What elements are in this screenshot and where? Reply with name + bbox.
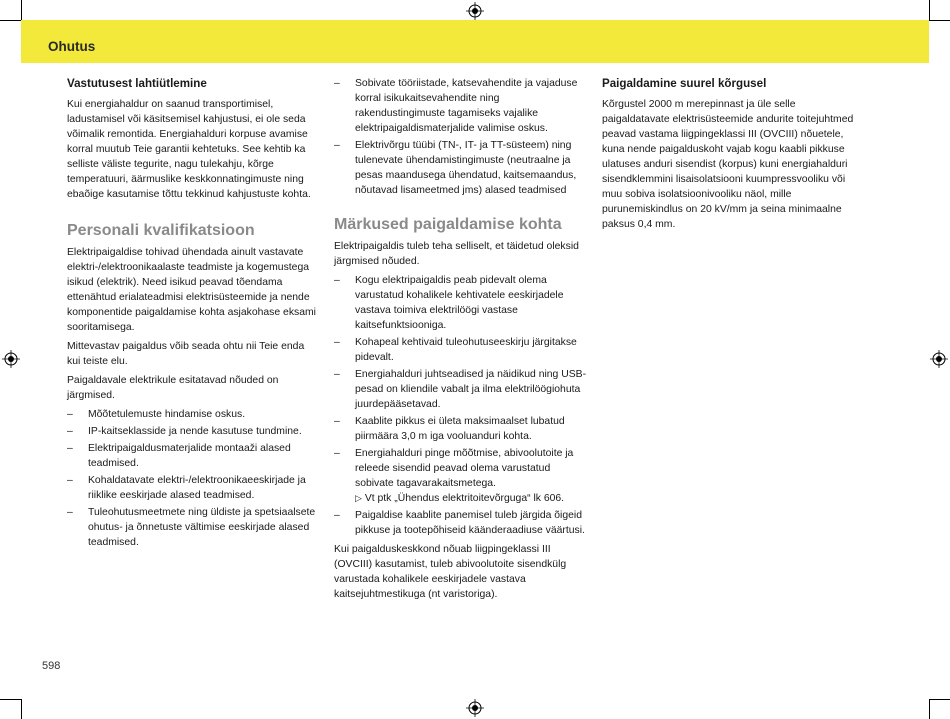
list-item: – Paigaldise kaablite panemisel tuleb järgida õigeid pikkuse ja tootepõhiseid käänderaadiuse väärtusi. (334, 508, 587, 538)
cross-reference-text: Vt ptk „Ühendus elektritoitevõrguga“ lk 606. (364, 493, 565, 504)
paragraph-qualification-2: Mittevastav paigaldus võib seada ohtu nii Teie enda kui teiste elu. (67, 341, 305, 367)
header-band (21, 20, 929, 63)
list-item: – Mõõtetulemuste hindamise oskus. (67, 407, 319, 422)
crop-mark (929, 699, 950, 700)
crop-mark (929, 20, 950, 21)
paragraph-responsibility: Kui energiahaldur on saanud transportimisel, ladustamisel või käsitsemisel kahjustusi, ei ole seda võimalik remontida. Energiahalduri korpuse avamise korral muutub Teie garantii kehtetuks. See kehtib ka selliste väliste tegurite, nagu tulekahju, kõrge temperatuuri, äärmuslike keskkonnatingimuste ning ebaõige kasutamise tõttu tekkinud kahjustuste kohta. (67, 99, 311, 200)
list-item: – Kohapeal kehtivaid tuleohutuseeskirju järgitakse pidevalt. (334, 335, 587, 365)
list-item: – Elektrivõrgu tüübi (TN-, IT- ja TT-süsteem) ning tulenevate ühendamistingimuste (neutraalne ja pesas maandusega ühendatud, kaitsemaandus, nõutavad lisameetmed jms) alased teadmised (334, 138, 587, 198)
list-item: – Kogu elektripaigaldis peab pidevalt olema varustatud kohalikele kehtivatele eeskirjadele vastava toimiva elektrilöögi vastase kaitsefunktsiooniga. (334, 273, 587, 333)
list-item (334, 446, 587, 506)
crop-mark (929, 0, 930, 20)
list-item: – IP-kaitseklasside ja nende kasutuse tundmine. (67, 424, 319, 439)
list-item: – Energiahalduri juhtseadised ja näidikud ning USB-pesad on kliendile vabalt ja ilma elektrilöögiohuta juurdepääsetavad. (334, 367, 587, 412)
list-item-text: Energiahalduri pinge mõõtmise, abivoolutoite ja releede sisendid peavad olema varustatud sobivate tagavarakaitsmetega. (355, 448, 574, 489)
crop-mark (21, 699, 22, 719)
paragraph-qualification-3: Paigaldavale elektrikule esitatavad nõuded on järgmised. (67, 375, 279, 401)
paragraph-installation-notes: Elektripaigaldis tuleb teha selliselt, et täidetud oleksid järgmised nõuded. (334, 241, 579, 267)
registration-mark-icon (466, 699, 484, 717)
heading-altitude: Paigaldamine suurel kõrgusel (602, 77, 767, 90)
requirements-list (67, 407, 319, 550)
list-item: – Kaablite pikkus ei ületa maksimaalset lubatud piirmäära 3,0 m iga vooluanduri kohta. (334, 414, 587, 444)
paragraph-qualification-1: Elektripaigaldise tohivad ühendada ainult vastavate elektri-/elektroonikaalaste teadmiste ja kogemustega isikud (elektrik). Need isikud peavad tõendama ettenähtud erialateadmisi elektrisüsteemide ja nende komponentide paigaldamise kohta asjakohase eksami sooritamisega. (67, 247, 316, 333)
heading-installation-notes: Märkused paigaldamise kohta (334, 216, 562, 233)
registration-mark-icon (930, 350, 948, 368)
crop-mark (21, 0, 22, 20)
crop-mark (0, 20, 21, 21)
requirements-list-continued (334, 76, 587, 198)
installation-notes-list (334, 273, 587, 538)
registration-mark-icon (466, 2, 484, 20)
arrow-right-icon: ▷ (355, 493, 362, 503)
cross-reference[interactable] (355, 491, 587, 506)
registration-mark-icon (2, 350, 20, 368)
page-number: 598 (42, 660, 61, 672)
column-left (67, 76, 319, 554)
paragraph-altitude: Kõrgustel 2000 m merepinnast ja üle selle paigaldatavate elektrisüsteemide andurite toitejuhtmed peavad vastama liigpingeklassi III (OVCIII) nõuetele, kuna nende paigalduskoht vajab kogu kaabli pikkuse ulatuses anduri sisendist (korpus) kuni energiahalduri sisendklemmini lisaisolatsiooni kuumpressvooliku või muu sobiva isolatsioonivooliku näol, mille purunemiskindlus on 20 kV/mm ja seina minimaalne paksus 0,4 mm. (602, 99, 854, 230)
crop-mark (0, 699, 21, 700)
crop-mark (929, 699, 930, 719)
heading-responsibility: Vastutusest lahtiütlemine (67, 77, 207, 90)
list-item: – Sobivate tööriistade, katsevahendite ja vajaduse korral isikukaitsevahendite ning rakendustingimuste tagamiseks vajalike elektripaigaldismaterjalide valimise oskus. (334, 76, 587, 136)
heading-qualification: Personali kvalifikatsioon (67, 222, 255, 239)
column-right (602, 76, 854, 236)
list-item: – Tuleohutusmeetmete ning üldiste ja spetsiaalsete ohutus- ja õnnetuste vältimise eeskirjade alased teadmised. (67, 505, 319, 550)
column-middle (334, 76, 587, 606)
list-item: – Elektripaigaldusmaterjalide montaaži alased teadmised. (67, 441, 319, 471)
paragraph-overvoltage: Kui paigalduskeskkond nõuab liigpingeklassi III (OVCIII) kasutamist, tuleb abivoolutoite sisendkülg varustada kohalikele eeskirjadele vastava kaitsejuhtmestikuga (nt varistoriga). (334, 544, 567, 600)
list-item: – Kohaldatavate elektri-/elektroonikaeeskirjade ja riiklike eeskirjade alased teadmised. (67, 473, 319, 503)
section-title: Ohutus (48, 39, 96, 54)
